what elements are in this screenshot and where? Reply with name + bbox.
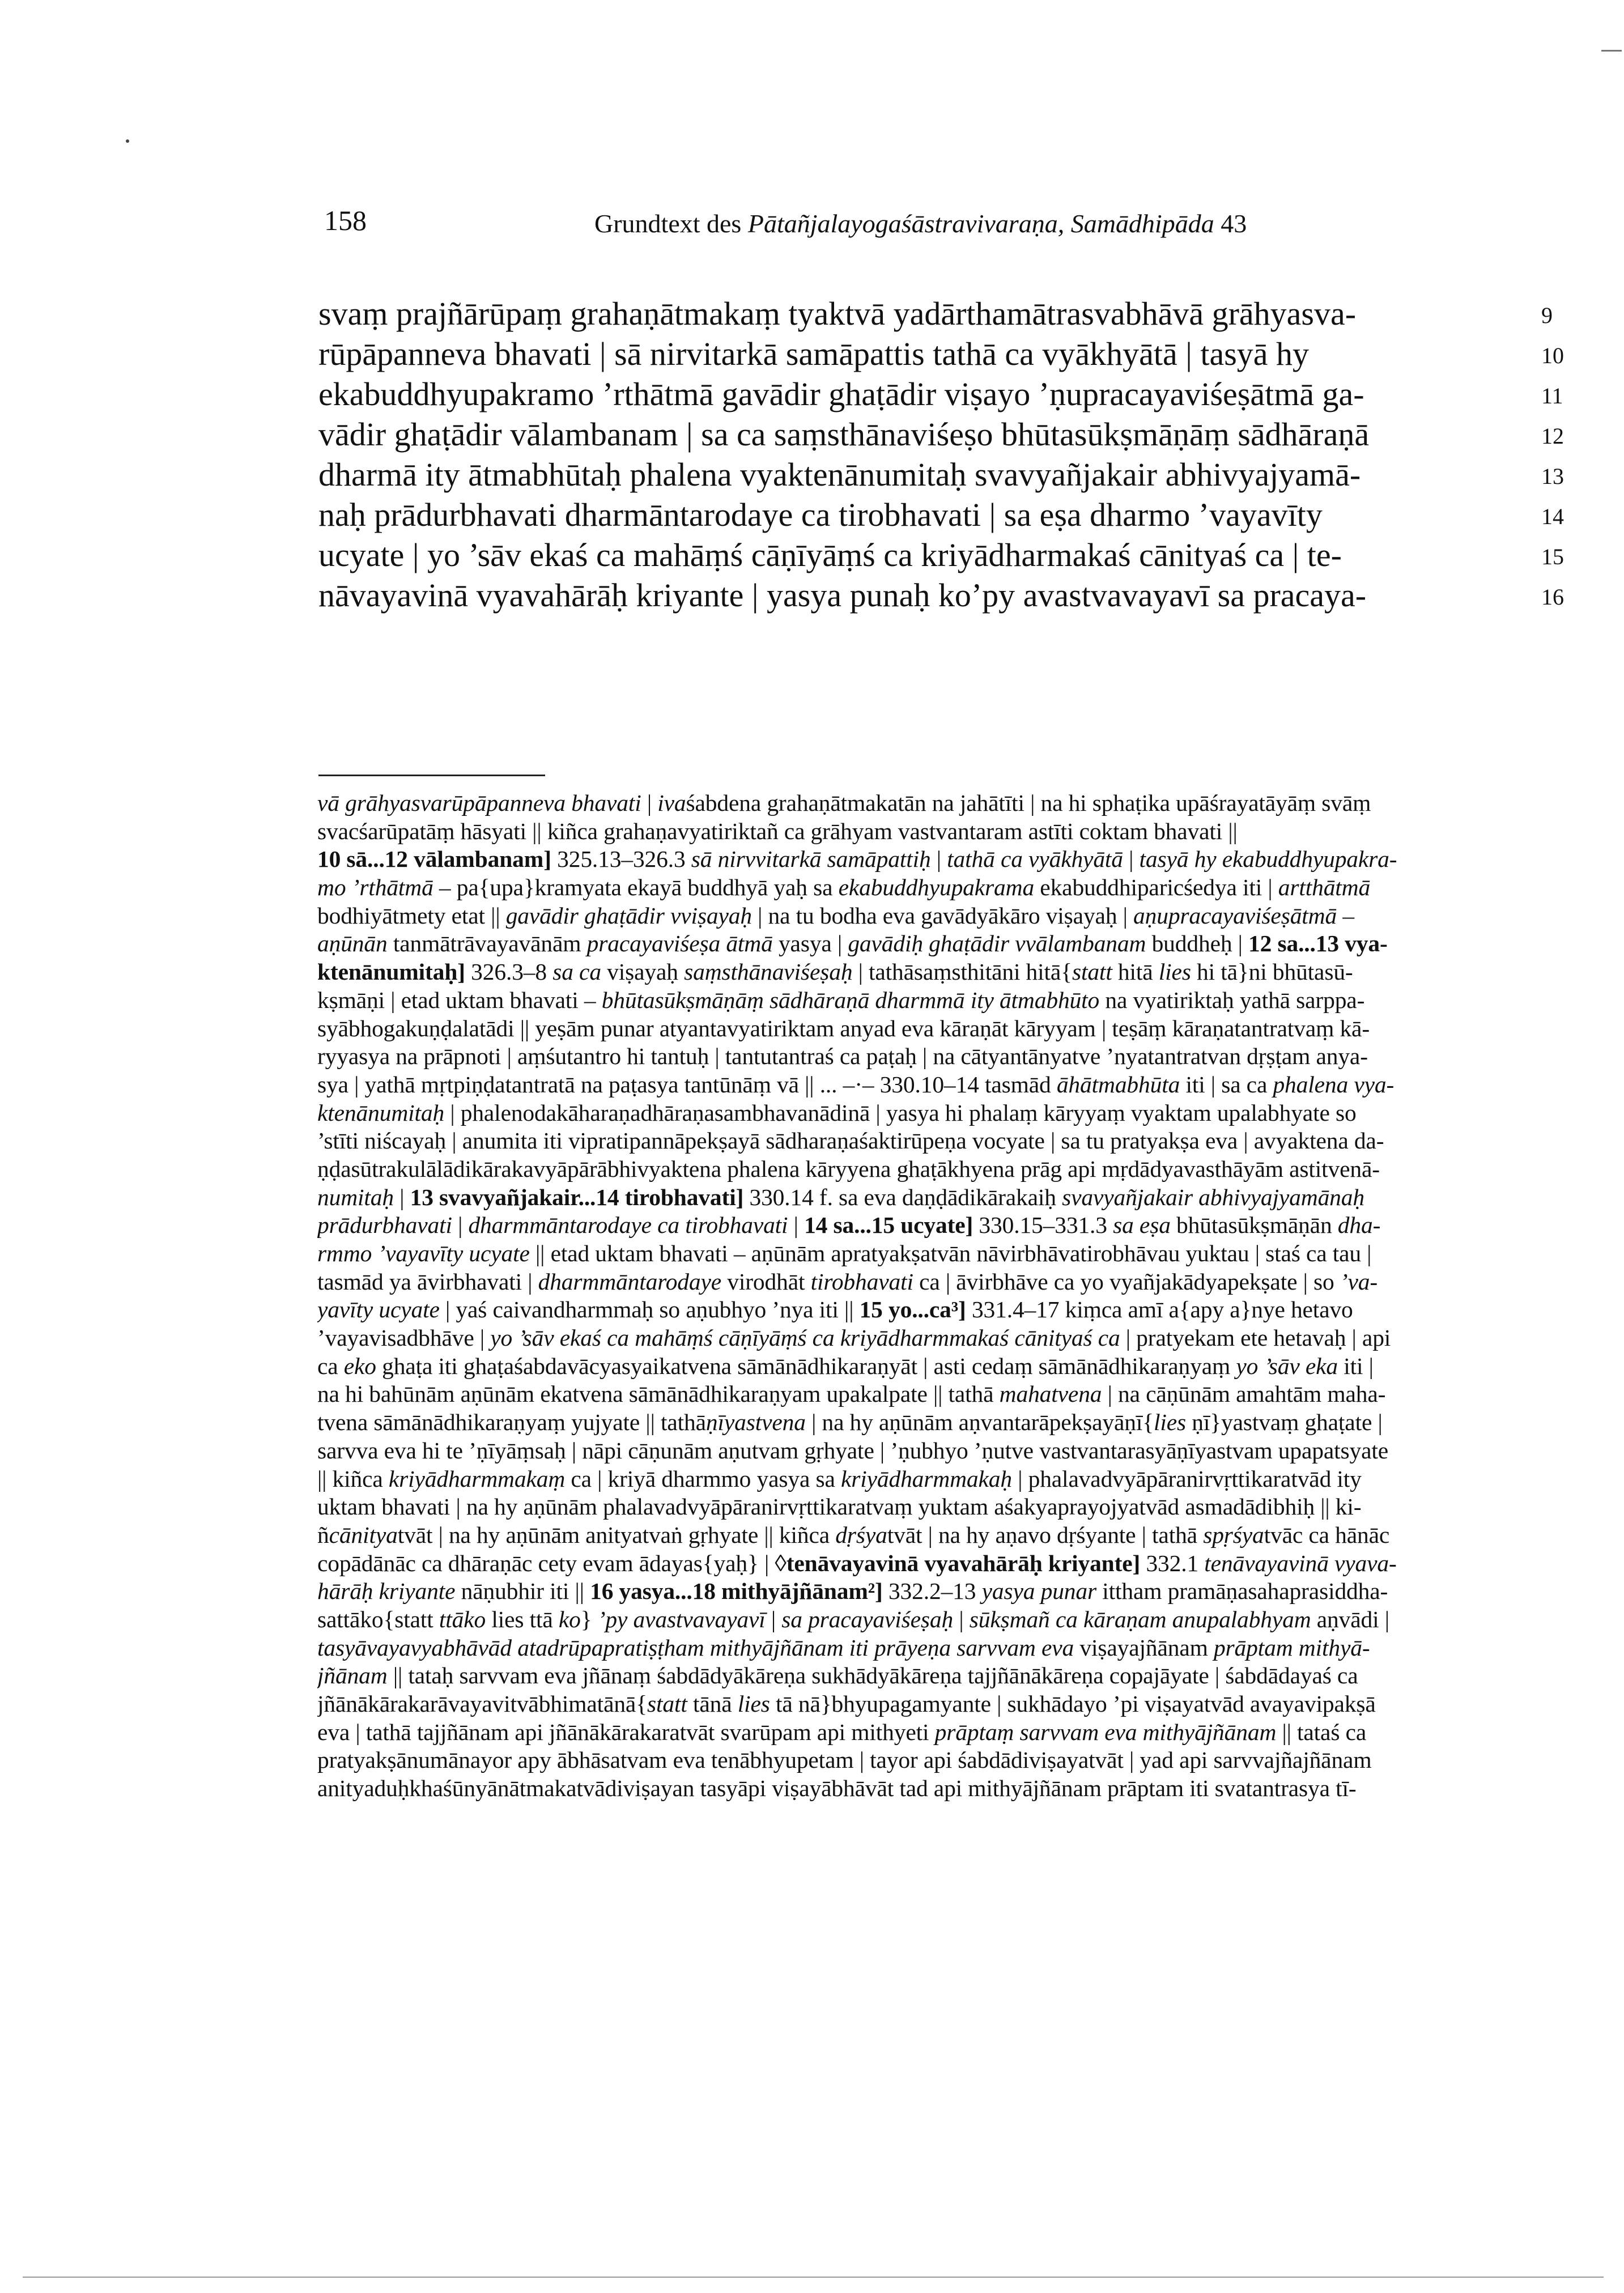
apparatus-segment: | [788, 1212, 805, 1239]
apparatus-segment: statt [647, 1691, 687, 1717]
text-line [318, 293, 1565, 334]
text-line [318, 535, 1565, 575]
text-line [318, 495, 1565, 535]
apparatus-segment: | [393, 1184, 410, 1210]
text-line [318, 414, 1565, 454]
line-number: 11 [1541, 383, 1563, 409]
apparatus-segment: syābhogakuṇḍalatādi || yeṣām punar atyantavyatiriktam anyad eva kāraṇāt kāryyam | teṣāṃ kāraṇatantratvaṃ kā- [317, 1015, 1370, 1041]
apparatus-segment: ca | kriyā dharmmo yasya sa [565, 1465, 841, 1492]
apparatus-line [317, 1352, 1575, 1381]
apparatus-segment: nāṇubhir iti || [455, 1578, 590, 1605]
apparatus-segment: buddheḥ | [1146, 930, 1249, 957]
apparatus-segment: 332.2–13 [882, 1578, 982, 1605]
title-prefix: Grundtext des [594, 209, 748, 238]
apparatus-line [317, 1775, 1575, 1803]
apparatus-segment: tasmād ya āvirbhavati | [317, 1268, 538, 1295]
apparatus-segment: lies [1153, 1409, 1186, 1436]
apparatus-segment: mo ’rthātmā [317, 874, 433, 901]
apparatus-segment: ttāko [439, 1606, 486, 1632]
apparatus-segment: | [953, 1606, 970, 1632]
apparatus-segment: dharmmāntarodaye [538, 1268, 722, 1295]
apparatus-segment: | [641, 790, 658, 816]
apparatus-segment: sūkṣmañ ca kāraṇam anupalabhyam [969, 1606, 1311, 1632]
apparatus-segment: sattāko{statt [317, 1606, 439, 1632]
scan-speck [126, 139, 129, 143]
apparatus-line [317, 958, 1575, 986]
apparatus-line [317, 1380, 1575, 1409]
title-suffix: 43 [1214, 209, 1247, 238]
apparatus-segment: tvena sāmānādhikaraṇyaṃ yujyate || tathā [317, 1409, 706, 1436]
apparatus-segment: lies [1158, 959, 1191, 985]
apparatus-line [317, 845, 1575, 874]
apparatus-segment: ktenānumitaḥ [317, 1099, 445, 1126]
footnote-rule [318, 775, 545, 776]
apparatus-segment: ’stīti niścayaḥ | anumita iti vipratipannāpekṣayā sādharaṇaśaktirūpeṇa vocyate | sa tu pratyakṣa eva | avyaktena da- [317, 1128, 1384, 1154]
apparatus-line [317, 1718, 1575, 1747]
apparatus-segment: svacśarūpatāṃ hāsyati || kiñca grahaṇavyatiriktañ ca grāhyam vastvantaram astīti coktam bhavati || [317, 818, 1238, 844]
apparatus-segment: lies ttā [486, 1606, 559, 1632]
line-number: 9 [1541, 303, 1553, 328]
line-text: dharmā ity ātmabhūtaḥ phalena vyaktenānumitaḥ svavyañjakair abhivyajyamā- [318, 456, 1361, 493]
page-header [324, 204, 1344, 244]
apparatus-line [317, 1155, 1575, 1184]
apparatus-segment: virodhāt [721, 1268, 811, 1295]
apparatus-segment: rmmo ’vayavīty ucyate [317, 1240, 530, 1266]
apparatus-line [317, 1493, 1575, 1521]
apparatus-segment: ṇī}yastvaṃ ghaṭate | [1186, 1409, 1383, 1436]
apparatus-segment: na hi bahūnām aṇūnām ekatvena sāmānādhikaraṇyam upakalpate || tathā [317, 1381, 1000, 1407]
apparatus-segment: śabdena grahaṇātmakatān na jahātīti | na hi sphaṭika upāśrayatāyāṃ svāṃ [686, 790, 1371, 816]
apparatus-segment: tvāt | na hy aṇūnām anityatvaṅ gṛhyate || kiñca [397, 1521, 836, 1548]
apparatus-line [317, 1324, 1575, 1352]
apparatus-segment: tānā [687, 1691, 738, 1717]
apparatus-segment: ’va- [1340, 1268, 1378, 1295]
apparatus-segment: ’py avastvavayavī [597, 1606, 766, 1632]
apparatus-line [317, 1184, 1575, 1212]
apparatus-line [317, 1015, 1575, 1043]
apparatus-segment: | phalenodakāharaṇadhāraṇasambhavanādinā | yasya hi phalaṃ kāryyaṃ vyaktam upalabhyate so [444, 1099, 1357, 1126]
line-number: 10 [1541, 343, 1564, 368]
apparatus-segment: eva | tathā tajjñānam api jñānākārakaratvāt svarūpam api mithyeti [317, 1718, 935, 1745]
apparatus-segment: sa ca [552, 959, 601, 985]
apparatus-segment: yo ’sāv eka [1236, 1352, 1338, 1379]
scan-edge [23, 2277, 1604, 2278]
apparatus-segment: iti | [1338, 1352, 1374, 1379]
apparatus-segment: bodhiyātmety etat || [317, 902, 506, 929]
line-number: 12 [1541, 423, 1564, 449]
apparatus-segment: 13 svavyañjakair...14 tirobhavati] [410, 1184, 744, 1210]
apparatus-segment: mahatvena [999, 1381, 1102, 1407]
apparatus-segment: ṇīyastvena [705, 1409, 806, 1436]
apparatus-segment: | pratyekam ete hetavaḥ | api [1120, 1325, 1391, 1351]
apparatus-segment: – pa{upa}kramyata ekayā buddhyā yaḥ sa [433, 874, 839, 901]
apparatus-segment: spṛśya [1203, 1521, 1264, 1548]
apparatus-segment: āhātmabhūta [1056, 1071, 1180, 1097]
apparatus-segment: | phalavadvyāpāranirvṛttikaratvād ity [1011, 1465, 1362, 1492]
apparatus-segment: dharmmāntarodaye ca tirobhavati [468, 1212, 788, 1239]
apparatus-segment: 332.1 [1140, 1550, 1205, 1576]
apparatus-segment: tā nā}bhyupagamyante | sukhādayo ’pi viṣayatvād avayavipakṣā [770, 1691, 1376, 1717]
apparatus-segment: cānitya [329, 1521, 398, 1548]
title-section: Samādhipāda [1070, 209, 1214, 238]
apparatus-segment: ekabuddhyupakrama [838, 874, 1035, 901]
apparatus-segment: svavyañjakair abhivyajyamānaḥ [1062, 1184, 1364, 1210]
apparatus-segment: || tataḥ sarvvam eva jñānaṃ śabdādyākāreṇa sukhādyākāreṇa tajjñānākāreṇa copajāyate | śabdādayaś ca [387, 1662, 1358, 1689]
apparatus-segment: viṣayaḥ [601, 959, 685, 985]
apparatus-segment: 15 yo...ca³] [859, 1296, 966, 1323]
apparatus-segment: ca [317, 1352, 344, 1379]
apparatus-segment: 10 sā...12 vālambanam] [317, 846, 551, 873]
apparatus-segment: 14 sa...15 ucyate] [804, 1212, 973, 1239]
apparatus-line [317, 874, 1575, 902]
apparatus-segment: kriyādharmmakaḥ [840, 1465, 1012, 1492]
apparatus-segment: aṇūnān [317, 930, 388, 957]
apparatus-segment: 330.15–331.3 [973, 1212, 1113, 1239]
line-number: 13 [1541, 463, 1564, 489]
apparatus-segment: ghaṭa iti ghaṭaśabdavācyasyaikatvena sāmānādhikaraṇyāt | asti cedaṃ sāmānādhikaraṇyaṃ [376, 1352, 1236, 1379]
apparatus-segment: prāptam mithyā- [1213, 1634, 1370, 1661]
apparatus-segment: prāptaṃ sarvvam eva mithyājñānam [934, 1718, 1277, 1745]
apparatus-segment: lies [737, 1691, 770, 1717]
apparatus-segment: sa eṣa [1113, 1212, 1171, 1239]
apparatus-segment: 330.14 f. sa eva daṇḍādikārakaiḥ [743, 1184, 1062, 1210]
apparatus-segment: | [930, 846, 947, 873]
apparatus-line [317, 1465, 1575, 1494]
apparatus-segment: eko [343, 1352, 376, 1379]
apparatus-segment: na vyatiriktaḥ yathā sarppa- [1099, 986, 1365, 1013]
apparatus-segment: copādānāc ca dhāraṇāc cety evam ādayas{yaḥ} | ◊ [317, 1550, 787, 1576]
apparatus-segment: numitaḥ [317, 1184, 394, 1210]
apparatus-segment: 331.4–17 kiṃca amī a{apy a}nye hetavo [966, 1296, 1353, 1323]
apparatus-segment: ca | āvirbhāve ca yo vyañjakādyapekṣate | so [913, 1268, 1340, 1295]
apparatus-segment: ṇḍasūtrakulālādikārakavyāpārābhivyaktena phalena kāryyena ghaṭākhyena prāg api mṛdādyavasthāyām astitvenā- [317, 1155, 1380, 1182]
apparatus-line [317, 1662, 1575, 1690]
apparatus-segment: tasyāvayavyabhāvād atadrūpapratiṣṭham mithyājñānam iti prāyeṇa sarvvam eva [317, 1634, 1074, 1661]
apparatus-line [317, 1211, 1575, 1240]
line-number: 15 [1541, 544, 1564, 569]
apparatus-segment: hārāḥ kriyante [317, 1578, 456, 1605]
apparatus-segment: | [765, 1606, 782, 1632]
apparatus-line [317, 1690, 1575, 1718]
apparatus-segment: artthātmā [1278, 874, 1371, 901]
apparatus-line [317, 789, 1575, 818]
apparatus-segment: gavādir ghaṭādir vviṣayaḥ [505, 902, 752, 929]
apparatus-segment: tvāc ca hānāc [1264, 1521, 1390, 1548]
apparatus-segment: ko [558, 1606, 581, 1632]
main-text [318, 293, 1565, 615]
apparatus-segment: pracayaviśeṣa ātmā [586, 930, 773, 957]
apparatus-segment: jñānākārakarāvayavitvābhimatānā{ [317, 1691, 647, 1717]
apparatus-segment: viṣayajñānam [1074, 1634, 1214, 1661]
apparatus-segment: vā grāhyasvarūpāpanneva bhavati [317, 790, 641, 816]
apparatus-line [317, 1127, 1575, 1155]
apparatus-segment: || tataś ca [1276, 1718, 1367, 1745]
apparatus-segment: kriyādharmmakaṃ [388, 1465, 566, 1492]
apparatus-line [317, 1634, 1575, 1662]
apparatus-segment: saṃsthānaviśeṣaḥ [684, 959, 853, 985]
apparatus-segment: yo ’sāv ekaś ca mahāṃś cāṇīyāṃś ca kriyādharmmakaś cānityaś ca [490, 1325, 1120, 1351]
apparatus-segment: 16 yasya...18 mithyājñānam²] [590, 1578, 883, 1605]
apparatus-line [317, 1577, 1575, 1606]
apparatus-line [317, 986, 1575, 1015]
apparatus-segment: || etad uktam bhavati – aṇūnām apratyakṣatvān nāvirbhāvatirobhāvau yuktau | staś ca tau | [529, 1240, 1372, 1266]
apparatus-segment: phalena vya- [1273, 1071, 1395, 1097]
apparatus-segment: ryyasya na prāpnoti | aṃśutantro hi tantuḥ | tantutantraś ca paṭaḥ | na cātyantānyatve ’nyatantratvan dṛṣṭam anya- [317, 1043, 1368, 1070]
apparatus-line [317, 1099, 1575, 1128]
apparatus-segment: prādurbhavati [317, 1212, 452, 1239]
apparatus-segment: bhūtasūkṣmāṇāṃ sādhāraṇā dharmmā ity ātmabhūto [601, 986, 1100, 1013]
apparatus-segment: tanmātrāvayavānām [387, 930, 587, 957]
line-text: vādir ghaṭādir vālambanam | sa ca saṃsthānaviśeṣo bhūtasūkṣmāṇāṃ sādhāraṇā [318, 416, 1370, 453]
critical-apparatus [317, 789, 1575, 1803]
apparatus-segment: | na cāṇūnām amahtām maha- [1102, 1381, 1386, 1407]
apparatus-line [317, 1521, 1575, 1550]
apparatus-segment: bhūtasūkṣmāṇān [1170, 1212, 1338, 1239]
apparatus-segment: hitā [1112, 959, 1159, 985]
apparatus-segment: sa pracayaviśeṣaḥ [781, 1606, 954, 1632]
apparatus-segment: ’vayavisadbhāve | [317, 1325, 491, 1351]
apparatus-segment: jñānam [317, 1662, 388, 1689]
apparatus-segment: anityaduḥkhaśūnyānātmakatvādiviṣayan tasyāpi viṣayābhāvāt tad api mithyājñānam prāptam iti svatantrasya tī- [317, 1775, 1357, 1802]
apparatus-line [317, 1746, 1575, 1775]
apparatus-line [317, 902, 1575, 930]
text-line [318, 374, 1565, 414]
line-text: ucyate | yo ’sāv ekaś ca mahāṃś cāṇīyāṃś ca kriyādharmakaś cānityaś ca | te- [318, 537, 1342, 573]
apparatus-segment: 325.13–326.3 [551, 846, 691, 873]
line-text: svaṃ prajñārūpaṃ grahaṇātmakaṃ tyaktvā yadārthamātrasvabhāvā grāhyasva- [318, 295, 1357, 332]
apparatus-segment: | na hy aṇūnām aṇvantarāpekṣayāṇī{ [805, 1409, 1154, 1436]
line-text: rūpāpanneva bhavati | sā nirvitarkā samāpattis tathā ca vyākhyātā | tasyā hy [318, 335, 1310, 372]
apparatus-line [317, 1071, 1575, 1099]
apparatus-line [317, 1550, 1575, 1578]
apparatus-segment: tirobhavati [810, 1268, 913, 1295]
apparatus-segment: | [452, 1212, 469, 1239]
apparatus-segment: | tathāsaṃsthitāni hitā{ [852, 959, 1072, 985]
running-title [594, 209, 1247, 239]
apparatus-line [317, 1240, 1575, 1268]
apparatus-line [317, 1606, 1575, 1634]
apparatus-segment: kṣmāṇi | etad uktam bhavati – [317, 986, 602, 1013]
apparatus-segment: aṇupracayaviśeṣātmā – [1133, 902, 1354, 929]
apparatus-segment: yasya | [772, 930, 848, 957]
apparatus-segment: aṇvādi | [1311, 1606, 1389, 1632]
apparatus-segment: ittham pramāṇasahaprasiddha- [1096, 1578, 1388, 1605]
apparatus-segment: tenāvayavinā vyavahārāḥ kriyante] [786, 1550, 1141, 1576]
apparatus-segment: pratyakṣānumānayor apy ābhāsatvam eva tenābhyupetam | tayor api śabdādiviṣayatvāt | yad api sarvvajñajñānam [317, 1747, 1372, 1773]
apparatus-segment: ekabuddhiparicśedya iti | [1034, 874, 1278, 901]
apparatus-line [317, 1296, 1575, 1324]
line-number: 14 [1541, 504, 1564, 529]
apparatus-segment: iti | sa ca [1180, 1071, 1273, 1097]
apparatus-segment: | na tu bodha eva gavādyākāro viṣayaḥ | [751, 902, 1134, 929]
apparatus-segment: hi tā}ni bhūtasū- [1191, 959, 1353, 985]
apparatus-line [317, 818, 1575, 846]
apparatus-segment: sarvva eva hi te ’ṇīyāṃsaḥ | nāpi cāṇunām aṇutvam gṛhyate | ’ṇubhyo ’ṇutve vastvantarasyāṇīyastvam upapatsyate [317, 1437, 1389, 1464]
apparatus-segment: ktenānumitaḥ] [317, 959, 465, 985]
apparatus-line [317, 1043, 1575, 1071]
apparatus-line [317, 1437, 1575, 1465]
text-line [318, 454, 1565, 495]
line-number: 16 [1541, 584, 1564, 610]
line-text: ekabuddhyupakramo ’rthātmā gavādir ghaṭādir viṣayo ’ṇupracayaviśeṣātmā ga- [318, 376, 1364, 412]
scan-mark [1601, 50, 1622, 52]
apparatus-segment: yavīty ucyate [317, 1296, 440, 1323]
apparatus-segment: } [580, 1606, 598, 1632]
apparatus-line [317, 930, 1575, 958]
apparatus-segment: | yaś caivandharmmaḥ so aṇubhyo ’nya iti || [439, 1296, 860, 1323]
apparatus-segment: tvāt | na hy aṇavo dṛśyante | tathā [887, 1521, 1204, 1548]
title-work: Pātañjalayogaśāstravivaraṇa, [747, 209, 1065, 238]
apparatus-segment: dṛśya [835, 1521, 887, 1548]
apparatus-segment: tathā ca vyākhyātā [947, 846, 1123, 873]
apparatus-segment: 326.3–8 [465, 959, 553, 985]
apparatus-segment: gavādiḥ ghaṭādir vvālambanam [848, 930, 1146, 957]
apparatus-segment: | [1123, 846, 1140, 873]
apparatus-line [317, 1268, 1575, 1296]
line-text: nāvayavinā vyavahārāḥ kriyante | yasya punaḥ ko’py avastvavayavī sa pracaya- [318, 577, 1367, 614]
text-line [318, 334, 1565, 374]
line-text: naḥ prādurbhavati dharmāntarodaye ca tirobhavati | sa eṣa dharmo ’vayavīty [318, 496, 1323, 533]
text-line [318, 575, 1565, 615]
apparatus-segment: 12 sa...13 vya- [1248, 930, 1388, 957]
apparatus-segment: tenāvayavinā vyava- [1204, 1550, 1397, 1576]
apparatus-segment: statt [1072, 959, 1112, 985]
apparatus-line [317, 1409, 1575, 1437]
apparatus-segment: sya | yathā mṛtpiṇḍatantratā na paṭasya tantūnāṃ vā || ... –·– 330.10–14 tasmād [317, 1071, 1057, 1097]
page-number: 158 [324, 205, 367, 236]
apparatus-segment: tasyā hy ekabuddhyupakra- [1139, 846, 1397, 873]
apparatus-segment: dha- [1337, 1212, 1381, 1239]
apparatus-segment: || kiñca [317, 1465, 389, 1492]
apparatus-segment: uktam bhavati | na hy aṇūnām phalavadvyāpāranirvṛttikaratvaṃ yuktam aśakyaprayojyatvād asmadādibhiḥ || ki- [317, 1494, 1362, 1520]
apparatus-segment: iva [657, 790, 686, 816]
apparatus-segment: ñ [317, 1521, 329, 1548]
apparatus-segment: sā nirvvitarkā samāpattiḥ [691, 846, 931, 873]
apparatus-segment: yasya punar [981, 1578, 1096, 1605]
